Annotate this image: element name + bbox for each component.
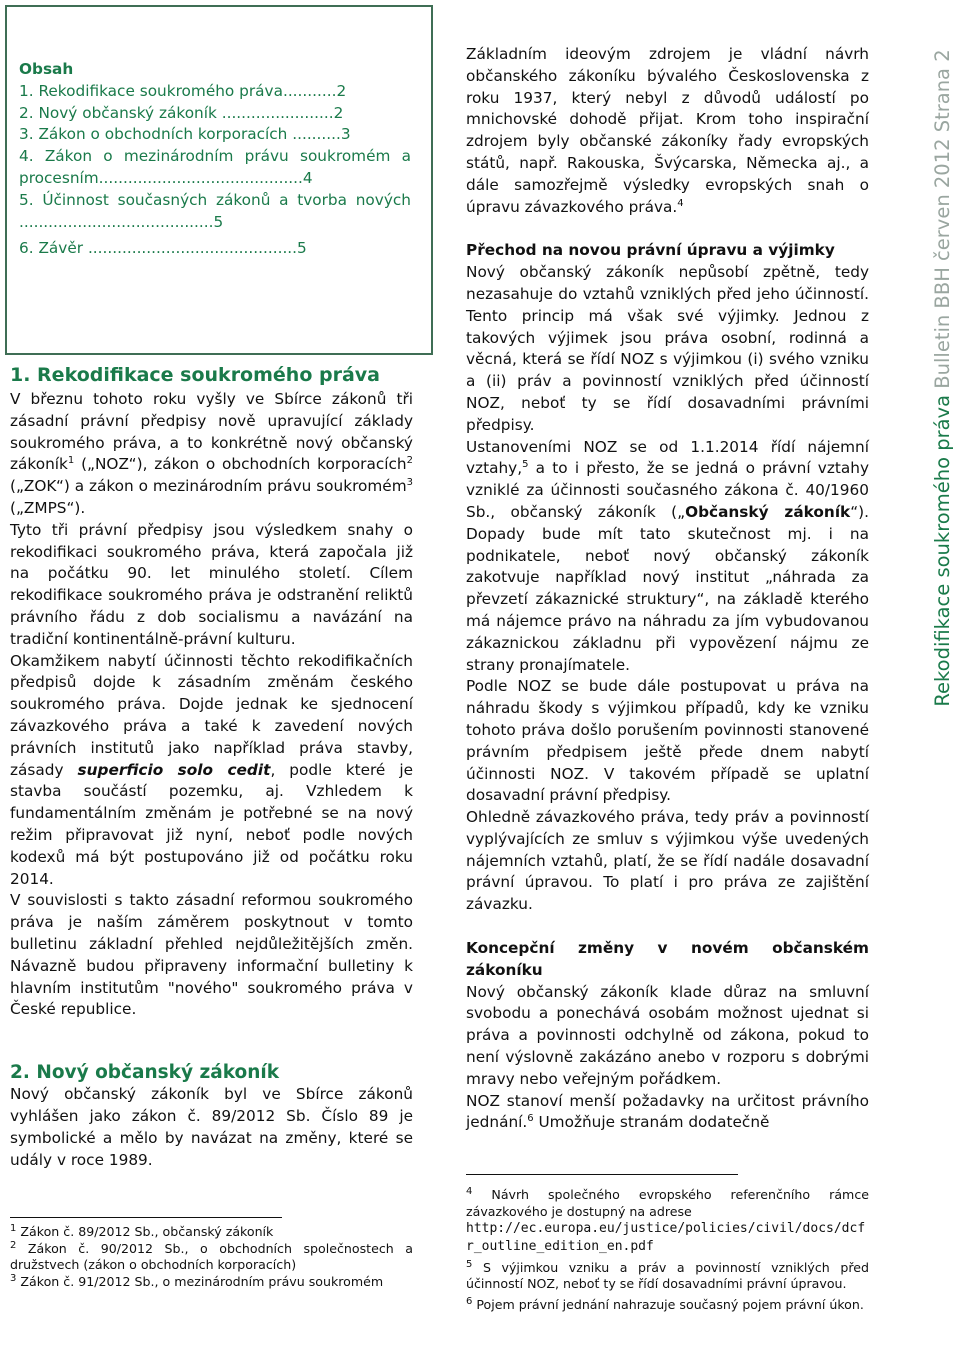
footnote: $^3$ Zákon č. 91/2012 Sb., o mezinárodním právu soukromém (10, 1272, 384, 1290)
section-1-paragraph: V souvislosti s takto zásadní reformou soukromého práva je naším záměrem poskytnout v tomto bulletinu základní přehled nejdůležitějších změn. Návazně budou připraveny informační bulletiny k hlavním institutům "nového" soukromého práva v České republice. (10, 891, 413, 1019)
toc-entry[interactable]: 6. Závěr ...........................................5 (19, 239, 307, 258)
paragraph: Základním ideovým zdrojem je vládní návrh občanského zákoníku bývalého Československa z roku 1937, který nebyl z důvodů událostí po mnichovské dohodě přijat. Krom toho inspirační zdrojem byly občanské zákoníky řady evropských států, např. Rakouska, Švýcarska, Německa aj., a dále samozřejmě výsledky evropských snah o úpravu závazkového práva.$^4$ (466, 45, 869, 216)
section-2-paragraph: Nový občanský zákoník byl ve Sbírce zákonů vyhlášen jako zákon č. 89/2012 Sb. Číslo 89 je symbolické a mělo by navázat na změny, které se udály v roce 1989. (10, 1085, 413, 1169)
footnote-ref[interactable]: 4 (677, 197, 684, 209)
left-column (10, 0, 413, 1291)
paragraph: Nový občanský zákoník klade důraz na smluvní svobodu a ponechává osobám možnost ujednat si práva a povinnosti odchylně od zákona, pokud to není výslovně zakázáno anebo v rozporu s dobrými mravy nebo veřejným pořádkem. (466, 982, 869, 1088)
paragraph: NOZ stanoví menší požadavky na určitost právního jednání.$^6$ Umožňuje stranám dodatečně (466, 1091, 869, 1132)
sidebar-title: Rekodifikace soukromého práva Bulletin BBH červen 2012 Strana 2 (931, 49, 954, 707)
footnote: $^6$ Pojem právní jednání nahrazuje současný pojem právní úkon. (466, 1295, 864, 1312)
toc-entry[interactable]: 2. Nový občanský zákoník .......................2 (19, 103, 344, 122)
footnote-ref[interactable]: 6 (527, 1113, 534, 1125)
footnote: $^2$ Zákon č. 90/2012 Sb., o obchodních společnostech a družstvech (zákon o obchodních korporacích) (10, 1239, 413, 1273)
toc-title: Obsah (19, 60, 74, 78)
footnote-ref[interactable]: 3 (406, 477, 413, 489)
subheading-conceptual-changes: Koncepční změny v novém občanském zákoníku (466, 939, 869, 979)
paragraph: Ohledně závazkového práva, tedy práv a povinností vyplývajících ze smluv s výjimkou výše uvedených nájemních vztahů, platí, že se řídí nadále dosavadní právní úpravou. To platí i pro práva ze zajištění závazku. (466, 808, 869, 914)
section-1-heading: 1. Rekodifikace soukromého práva (10, 364, 380, 386)
vertical-sidebar (930, 38, 956, 718)
footnote: $^5$ S výjimkou vzniku a práv a povinností vzniklých před účinností NOZ, neboť ty se řídí dosavadními právní úpravou. (466, 1258, 869, 1292)
footnote-ref[interactable]: 1 (67, 455, 75, 467)
footnote-divider (10, 1217, 282, 1218)
footnote: $^1$ Zákon č. 89/2012 Sb., občanský zákoník (10, 1223, 274, 1240)
section-1-paragraph: Okamžikem nabytí účinnosti těchto rekodifikačních předpisů dojde k zásadním změnám českého soukromého práva. Dojde jednak ke sjednocení závazkového práva a také k zavedení nových právních institutů jako například práva stavby, zásady superficio solo cedit, podle které je stavba součástí pozemku, aj. Vzhledem k fundamentálním změnám je potřebné se na nový režim připravovat již nyní, neboť podle nových kodexů má být postupováno již od počátku roku 2014. (10, 651, 413, 888)
paragraph: Ustanoveními NOZ se od 1.1.2014 řídí nájemní vztahy,$^5$ a to i přesto, že se jedná o právní vztahy vzniklé za účinnosti současného zákona č. 40/1960 Sb., občanský zákoník („Občanský zákoník“). Dopady bude mít tato skutečnost mj. i na podnikatele, neboť nový občanský zákoník zakotvuje například nový institut „náhrada za převzetí zákaznické struktury“, na základě kterého má nájemce právo na náhradu za jím vybudovanou zákaznickou základnu při vypovězení nájmu ze strany pronajímatele. (466, 437, 869, 674)
right-column (466, 44, 869, 1313)
footnote-ref[interactable]: 5 (522, 459, 529, 471)
paragraph: Nový občanský zákoník nepůsobí zpětně, tedy nezasahuje do vztahů vzniklých před jeho účinností. Tento princip má však své výjimky. Jednou z takových výjimek jsou práva osobní, rodinná a věcná, která se řídí NOZ s výjimkou (i) svého vzniku a (ii) práv a povinností vzniklých před účinností NOZ, neboť ty se řídí dosavadními právními předpisy. (466, 263, 869, 434)
toc-entry[interactable]: 4. Zákon o mezinárodním právu soukromém a procesním..........................................4 (19, 147, 411, 187)
toc-entry[interactable]: 1. Rekodifikace soukromého práva...........2 (19, 81, 347, 100)
footnote-url[interactable]: http://ec.europa.eu/justice/policies/civil/docs/dcfr_outline_edition_en.pdf (466, 1221, 866, 1255)
footnote-ref[interactable]: 2 (406, 455, 413, 467)
toc-entry[interactable]: 3. Zákon o obchodních korporacích ..........3 (19, 125, 351, 144)
subheading-transition: Přechod na novou právní úpravu a výjimky (466, 241, 835, 260)
section-1-paragraph: V březnu tohoto roku vyšly ve Sbírce zákonů tři zásadní právní předpisy nově upravující základy soukromého práva, a to konkrétně nový občanský zákoník$^1$ („NOZ“), zákon o obchodních korporacích$^2$ („ZOK“) a zákon o mezinárodním právu soukromém$^3$ („ZMPS“). (10, 390, 413, 517)
paragraph: Podle NOZ se bude dále postupovat u práva na náhradu škody s výjimkou případů, kdy ke vzniku tohoto práva došlo porušením povinnosti stanovené právním předpisem ještě přede dnem nabytí účinnosti NOZ. V takovém případě se uplatní dosavadní právní předpisy. (466, 677, 869, 805)
footnote: $^4$ Návrh společného evropského referenčního rámce závazkového je dostupný na adrese http://ec.europa.eu/justice/policies/civil/docs/dcfr_outline_edition_en.pdf (466, 1186, 869, 1255)
section-1-paragraph: Tyto tři právní předpisy jsou výsledkem snahy o rekodifikaci soukromého práva, která započala již na počátku 90. let minulého století. Cílem rekodifikace soukromého práva je odstranění reliktů právního řádu z dob socialismu a navázání na tradiční kontinentálně-právní kulturu. (10, 520, 413, 648)
toc-entry[interactable]: 5. Účinnost současných zákonů a tvorba nových ........................................5 (19, 190, 411, 231)
footnote-divider (466, 1174, 738, 1175)
section-2-heading: 2. Nový občanský zákoník (10, 1062, 280, 1084)
